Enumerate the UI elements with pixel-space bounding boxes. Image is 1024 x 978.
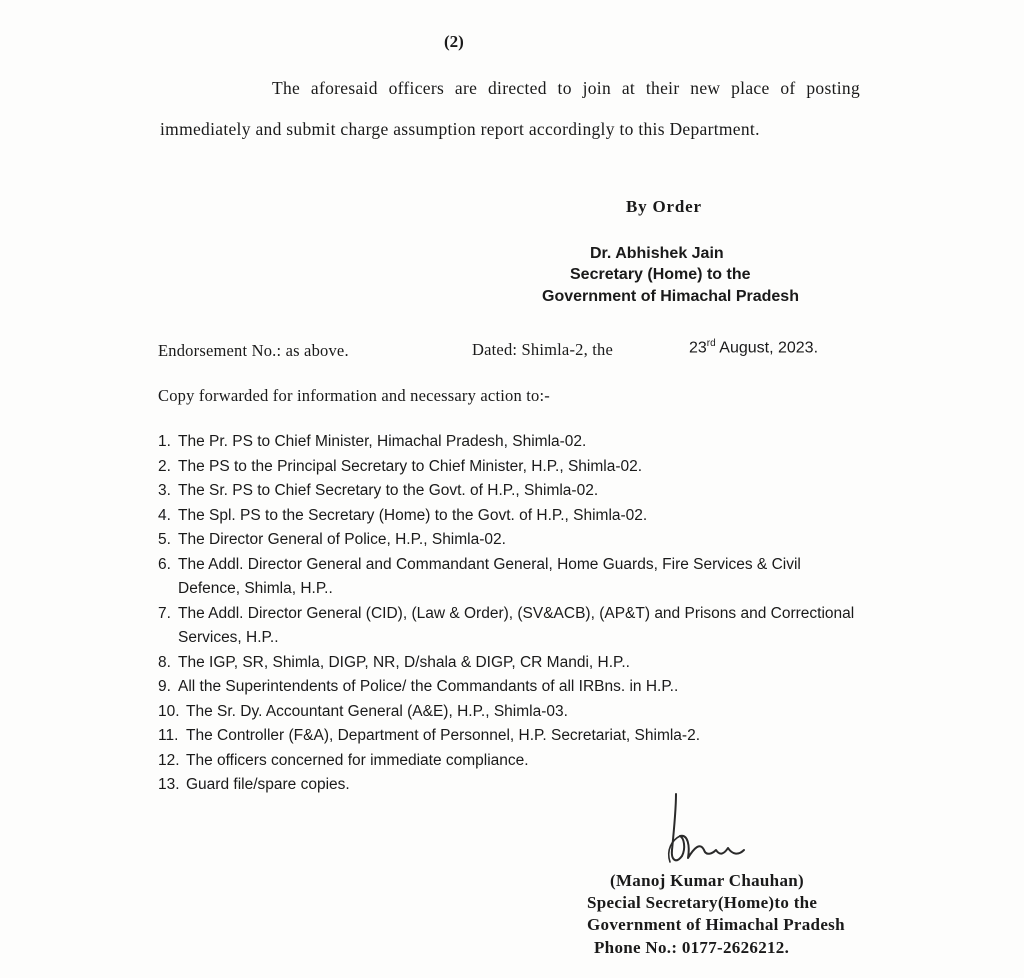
date-day-suffix: rd — [706, 338, 716, 349]
date-day: 23 — [689, 339, 707, 357]
list-item — [158, 479, 878, 504]
list-item — [158, 553, 878, 602]
list-item — [158, 430, 878, 455]
list-item-number: 1. — [158, 433, 171, 450]
list-item-text: All the Superintendents of Police/ the Commandants of all IRBns. in H.P.. — [178, 678, 679, 695]
list-item — [158, 675, 878, 700]
list-item-text: The Sr. PS to Chief Secretary to the Govt. of H.P., Shimla-02. — [178, 482, 599, 499]
list-item-number: 3. — [158, 482, 171, 499]
list-item-number: 9. — [158, 678, 171, 695]
secretary-government: Government of Himachal Pradesh — [542, 288, 799, 305]
list-item-text: The Pr. PS to Chief Minister, Himachal Pradesh, Shimla-02. — [178, 433, 587, 450]
list-item-number: 5. — [158, 531, 171, 548]
signatory-phone: Phone No.: 0177-2626212. — [594, 938, 790, 957]
recipient-list — [158, 430, 878, 798]
list-item-number: 12. — [158, 751, 180, 769]
list-item — [158, 651, 878, 676]
list-item-text: The Addl. Director General and Commandant General, Home Guards, Fire Services & Civil Defence, Shimla, H.P.. — [178, 555, 801, 597]
list-item-number: 8. — [158, 653, 171, 671]
copy-forwarded-line: Copy forwarded for information and necessary action to:- — [158, 386, 550, 405]
signatory-designation: Special Secretary(Home)to the — [587, 893, 818, 912]
list-item-text: The Controller (F&A), Department of Personnel, H.P. Secretariat, Shimla-2. — [186, 727, 701, 744]
dated-place: Dated: Shimla-2, the — [472, 340, 614, 359]
list-item-text: The Addl. Director General (CID), (Law & Order), (SV&ACB), (AP&T) and Prisons and Correctional Services, H.P.. — [178, 604, 855, 646]
list-item-text: The Spl. PS to the Secretary (Home) to the Govt. of H.P., Shimla-02. — [178, 506, 648, 524]
list-item — [158, 504, 878, 529]
directive-paragraph: The aforesaid officers are directed to join at their new place of posting immediately and submit charge assumption report accordingly to this Department. — [160, 78, 860, 139]
list-item-number: 11. — [158, 727, 179, 744]
handwritten-signature — [660, 790, 780, 880]
endorsement-number: Endorsement No.: as above. — [158, 341, 349, 360]
list-item — [158, 724, 878, 749]
by-order-label: By Order — [626, 197, 702, 216]
list-item — [158, 749, 878, 774]
list-item-number: 4. — [158, 506, 171, 524]
list-item — [158, 528, 878, 553]
list-item-text: The Director General of Police, H.P., Shimla-02. — [178, 531, 506, 548]
signatory-government: Government of Himachal Pradesh — [587, 915, 845, 934]
list-item-number: 2. — [158, 457, 171, 475]
secretary-designation: Secretary (Home) to the — [570, 266, 751, 283]
list-item-number: 6. — [158, 555, 171, 573]
date-value — [689, 338, 818, 357]
list-item-text: The officers concerned for immediate compliance. — [186, 751, 529, 769]
list-item-number: 7. — [158, 604, 171, 622]
list-item — [158, 602, 878, 651]
list-item-text: Guard file/spare copies. — [186, 776, 350, 793]
page-number: (2) — [444, 32, 464, 51]
list-item-text: The IGP, SR, Shimla, DIGP, NR, D/shala & DIGP, CR Mandi, H.P.. — [178, 653, 630, 671]
list-item-text: The Sr. Dy. Accountant General (A&E), H.P., Shimla-03. — [186, 702, 568, 720]
list-item-number: 10. — [158, 702, 180, 720]
list-item-number: 13. — [158, 776, 180, 793]
date-month-year: August, 2023. — [715, 339, 819, 357]
secretary-name: Dr. Abhishek Jain — [590, 245, 724, 262]
signatory-name: (Manoj Kumar Chauhan) — [610, 871, 804, 890]
list-item-text: The PS to the Principal Secretary to Chief Minister, H.P., Shimla-02. — [178, 457, 643, 475]
list-item — [158, 455, 878, 480]
list-item — [158, 700, 878, 725]
